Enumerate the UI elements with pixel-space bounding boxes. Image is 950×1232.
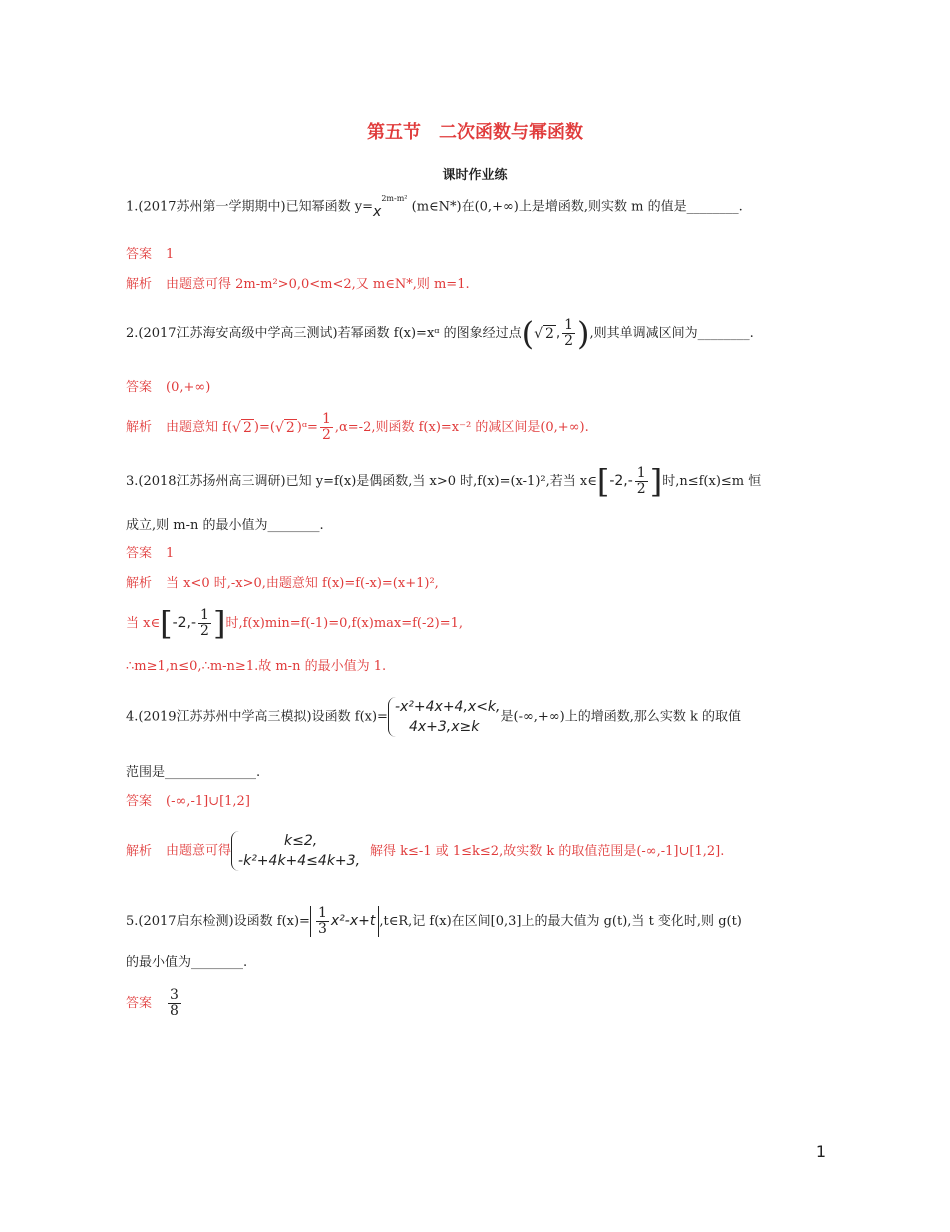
- answer-4: 答案 (-∞,-1]∪[1,2]: [126, 794, 250, 809]
- answer-1: 答案 1: [126, 247, 175, 262]
- question-1: 1.(2017苏州第一学期期中)已知幂函数 $y=x^{2m-m^2}$ (m∈N*)在(0,+∞)上是增函数,则实数 m 的值是________.: [126, 194, 743, 221]
- answer-2: 答案 (0,+∞): [126, 380, 211, 395]
- page-title: 第五节 二次函数与幂函数: [367, 122, 583, 143]
- question-2: 2.(2017江苏海安高级中学高三测试)若幂函数 f(x)=xᵅ 的图象经过点(√ 2 , $\frac{1}{2}$ ),则其单调减区间为________.: [126, 314, 754, 353]
- explanation-3: 解析 当 x<0 时,-x>0,由题意知 f(x)=f(-x)=(x+1)²,: [126, 576, 439, 591]
- page-subtitle: 课时作业练: [442, 168, 508, 183]
- question-4: 4.(2019江苏苏州中学高三模拟)设函数 f(x)= -x²+4x+4,x<k, 4x+3,x≥k 是(-∞,+∞)上的增函数,那么实数 k 的取值: [126, 699, 741, 735]
- question-4-line-2: 范围是______________.: [126, 765, 261, 780]
- page-number: 1: [815, 1142, 826, 1161]
- question-3: 3.(2018江苏扬州高三调研)已知 y=f(x)是偶函数,当 x>0 时,f(x)=(x-1)²,若当 x∈[-2,- $\frac{1}{2}$ ]时,n≤f(x)≤m 恒: [126, 462, 762, 501]
- explanation-3-line-2: 当 x∈[-2,- $\frac{1}{2}$ ]时,f(x)min=f(-1)=0,f(x)max=f(-2)=1,: [126, 604, 464, 643]
- question-5-line-2: 的最小值为________.: [126, 955, 248, 970]
- answer-3: 答案 1: [126, 546, 175, 561]
- explanation-1: 解析 由题意可得 2m-m²>0,0<m<2,又 m∈N*,则 m=1.: [126, 277, 470, 292]
- answer-5: 答案 $\frac{3}{8}$: [126, 987, 179, 1019]
- piecewise-brace: -x²+4x+4,x<k, 4x+3,x≥k: [388, 697, 501, 737]
- question-5: 5.(2017启东检测)设函数 f(x)= $\frac{1}{3}$ x²-x+t ,t∈R,记 f(x)在区间[0,3]上的最大值为 g(t),当 t 变化时,则 g(t): [126, 905, 742, 937]
- explanation-3-line-3: ∴m≥1,n≤0,∴m-n≥1.故 m-n 的最小值为 1.: [126, 659, 387, 674]
- explanation-4: 解析 由题意可得 k≤2, -k²+4k+4≤4k+3, 解得 k≤-1 或 1≤k≤2,故实数 k 的取值范围是(-∞,-1]∪[1,2].: [126, 833, 725, 869]
- system-brace: k≤2, -k²+4k+4≤4k+3,: [231, 831, 360, 871]
- absolute-value: $\frac{1}{3}$ x²-x+t: [310, 906, 379, 937]
- question-3-line-2: 成立,则 m-n 的最小值为________.: [126, 518, 324, 533]
- explanation-2: 解析 由题意知 f(√ 2 )=(√ 2 )ᵅ= $\frac{1}{2}$ ,α=-2,则函数 f(x)=x⁻² 的减区间是(0,+∞).: [126, 411, 589, 443]
